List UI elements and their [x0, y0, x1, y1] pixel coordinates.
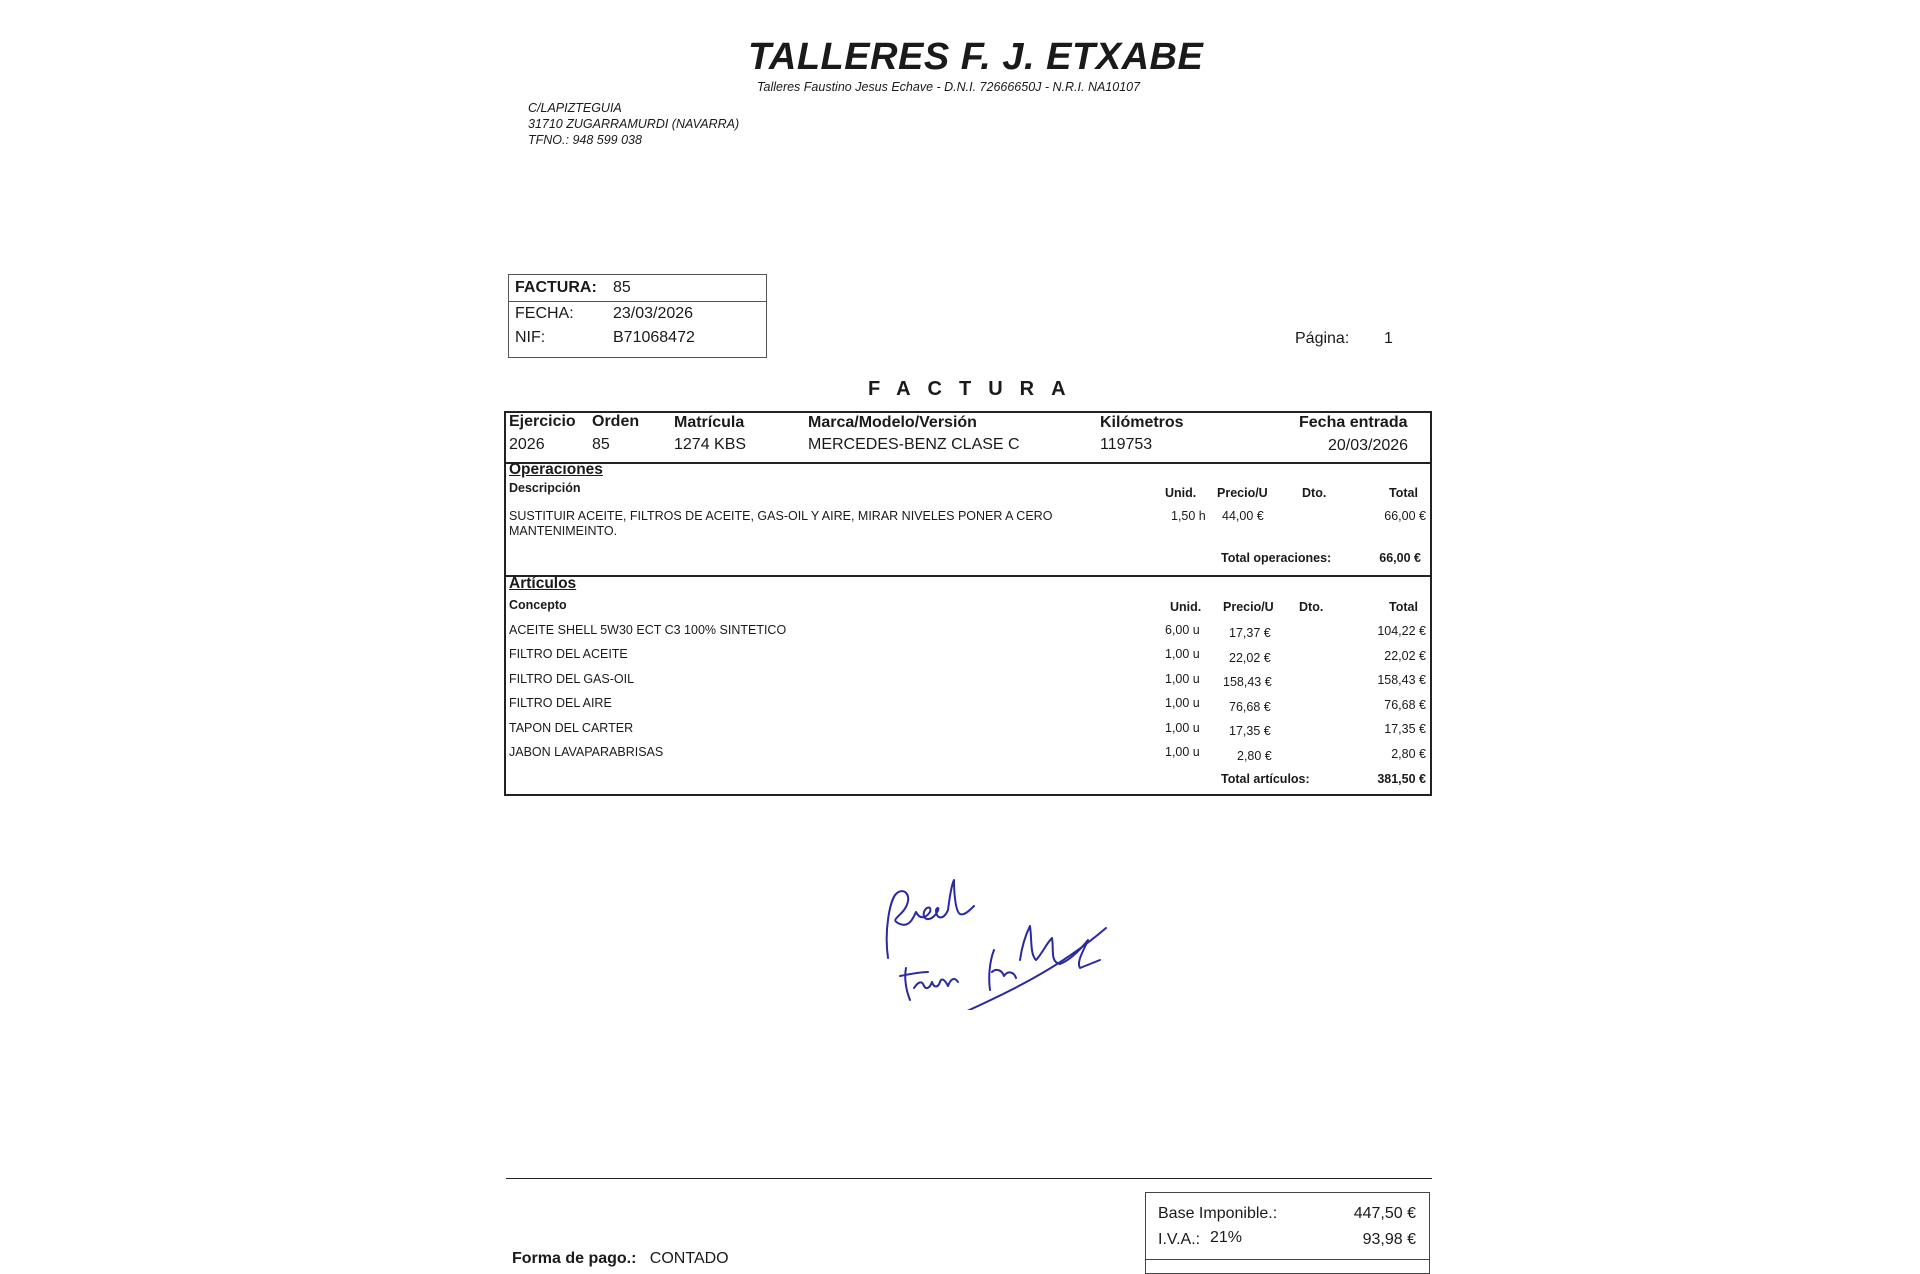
art-precio: 17,37 € [1229, 626, 1271, 640]
nif-label: NIF: [515, 329, 546, 346]
art-total-label: Total artículos: [1221, 772, 1310, 786]
art-total-value: 381,50 € [1377, 772, 1426, 786]
art-concepto: FILTRO DEL GAS-OIL [509, 672, 635, 686]
art-unid: 1,00 u [1165, 721, 1200, 735]
art-total: 104,22 € [1377, 624, 1426, 638]
op-col-unid: Unid. [1165, 486, 1197, 500]
art-unid: 1,00 u [1165, 647, 1200, 661]
payment-method [512, 1250, 729, 1268]
art-precio: 76,68 € [1229, 700, 1271, 714]
op-col-descripcion: Descripción [509, 481, 581, 495]
vehicle-marca: MERCEDES-BENZ CLASE C [808, 436, 1020, 453]
vehicle-ejercicio: 2026 [509, 436, 545, 453]
op-desc-line1: SUSTITUIR ACEITE, FILTROS DE ACEITE, GAS-OIL Y AIRE, MIRAR NIVELES PONER A CERO [509, 509, 1053, 523]
art-col-total: Total [1389, 600, 1418, 614]
art-precio: 2,80 € [1237, 749, 1272, 763]
vehicle-header-fecha-entrada: Fecha entrada [1299, 414, 1408, 431]
vehicle-km: 119753 [1100, 436, 1153, 453]
factura-label: FACTURA: [515, 279, 597, 296]
section-articulos: Artículos [509, 575, 577, 592]
iva-value: 93,98 € [1362, 1231, 1416, 1248]
op-total: 66,00 € [1384, 509, 1426, 523]
art-precio: 17,35 € [1229, 724, 1271, 738]
art-unid: 6,00 u [1165, 623, 1200, 637]
art-col-concepto: Concepto [509, 598, 567, 612]
vehicle-header-matricula: Matrícula [674, 414, 745, 431]
base-imponible-value: 447,50 € [1353, 1205, 1416, 1222]
company-tagline: Talleres Faustino Jesus Echave - D.N.I. 72666650J - N.R.I. NA10107 [757, 80, 1141, 94]
invoice-table [504, 411, 1432, 796]
art-concepto: FILTRO DEL ACEITE [509, 647, 628, 661]
page-label: Página: [1295, 330, 1350, 347]
iva-rate: 21% [1210, 1229, 1243, 1246]
art-total: 2,80 € [1391, 747, 1426, 761]
art-concepto: TAPON DEL CARTER [509, 721, 634, 735]
company-name: TALLERES F. J. ETXABE [748, 36, 1204, 78]
footer-divider [506, 1178, 1432, 1179]
vehicle-orden: 85 [592, 436, 610, 453]
art-unid: 1,00 u [1165, 672, 1200, 686]
invoice-info-box [508, 274, 767, 358]
op-total-label: Total operaciones: [1221, 551, 1332, 565]
address-phone: TFNO.: 948 599 038 [528, 133, 642, 147]
page-number: 1 [1384, 330, 1393, 347]
art-concepto: FILTRO DEL AIRE [509, 696, 612, 710]
address-street: C/LAPIZTEGUIA [528, 101, 622, 115]
fecha-label: FECHA: [515, 305, 574, 322]
factura-number: 85 [613, 279, 631, 296]
nif-value: B71068472 [613, 329, 695, 346]
address-city: 31710 ZUGARRAMURDI (NAVARRA) [528, 117, 740, 131]
op-total-value: 66,00 € [1379, 551, 1421, 565]
art-precio: 22,02 € [1229, 651, 1271, 665]
signature [870, 850, 1110, 1010]
op-col-precio: Precio/U [1217, 486, 1268, 500]
op-unid: 1,50 h [1171, 509, 1206, 523]
op-col-dto: Dto. [1302, 486, 1327, 500]
art-precio: 158,43 € [1223, 675, 1272, 689]
art-concepto: ACEITE SHELL 5W30 ECT C3 100% SINTETICO [509, 623, 787, 637]
op-precio: 44,00 € [1222, 509, 1264, 523]
base-imponible-label: Base Imponible.: [1158, 1205, 1278, 1222]
art-unid: 1,00 u [1165, 696, 1200, 710]
op-desc-line2: MANTENIMEINTO. [509, 524, 618, 538]
company-address [528, 100, 739, 148]
art-total: 76,68 € [1384, 698, 1426, 712]
art-total: 158,43 € [1377, 673, 1426, 687]
op-col-total: Total [1389, 486, 1418, 500]
art-col-unid: Unid. [1170, 600, 1202, 614]
vehicle-header-marca: Marca/Modelo/Versión [808, 414, 977, 431]
art-col-dto: Dto. [1299, 600, 1324, 614]
vehicle-header-ejercicio: Ejercicio [509, 413, 576, 430]
vehicle-header-orden: Orden [592, 413, 640, 430]
iva-label: I.V.A.: [1158, 1231, 1201, 1248]
document-title: FACTURA [868, 378, 1083, 400]
art-total: 22,02 € [1384, 649, 1426, 663]
art-total: 17,35 € [1384, 722, 1426, 736]
payment-value: CONTADO [649, 1250, 729, 1267]
vehicle-header-km: Kilómetros [1100, 414, 1184, 431]
art-col-precio: Precio/U [1223, 600, 1274, 614]
art-concepto: JABON LAVAPARABRISAS [509, 745, 664, 759]
section-operaciones: Operaciones [509, 461, 603, 478]
totals-box [1145, 1192, 1430, 1274]
vehicle-fecha-entrada: 20/03/2026 [1328, 437, 1409, 454]
payment-label: Forma de pago.: [512, 1250, 637, 1267]
art-unid: 1,00 u [1165, 745, 1200, 759]
vehicle-matricula: 1274 KBS [674, 436, 747, 453]
fecha-value: 23/03/2026 [613, 305, 694, 322]
